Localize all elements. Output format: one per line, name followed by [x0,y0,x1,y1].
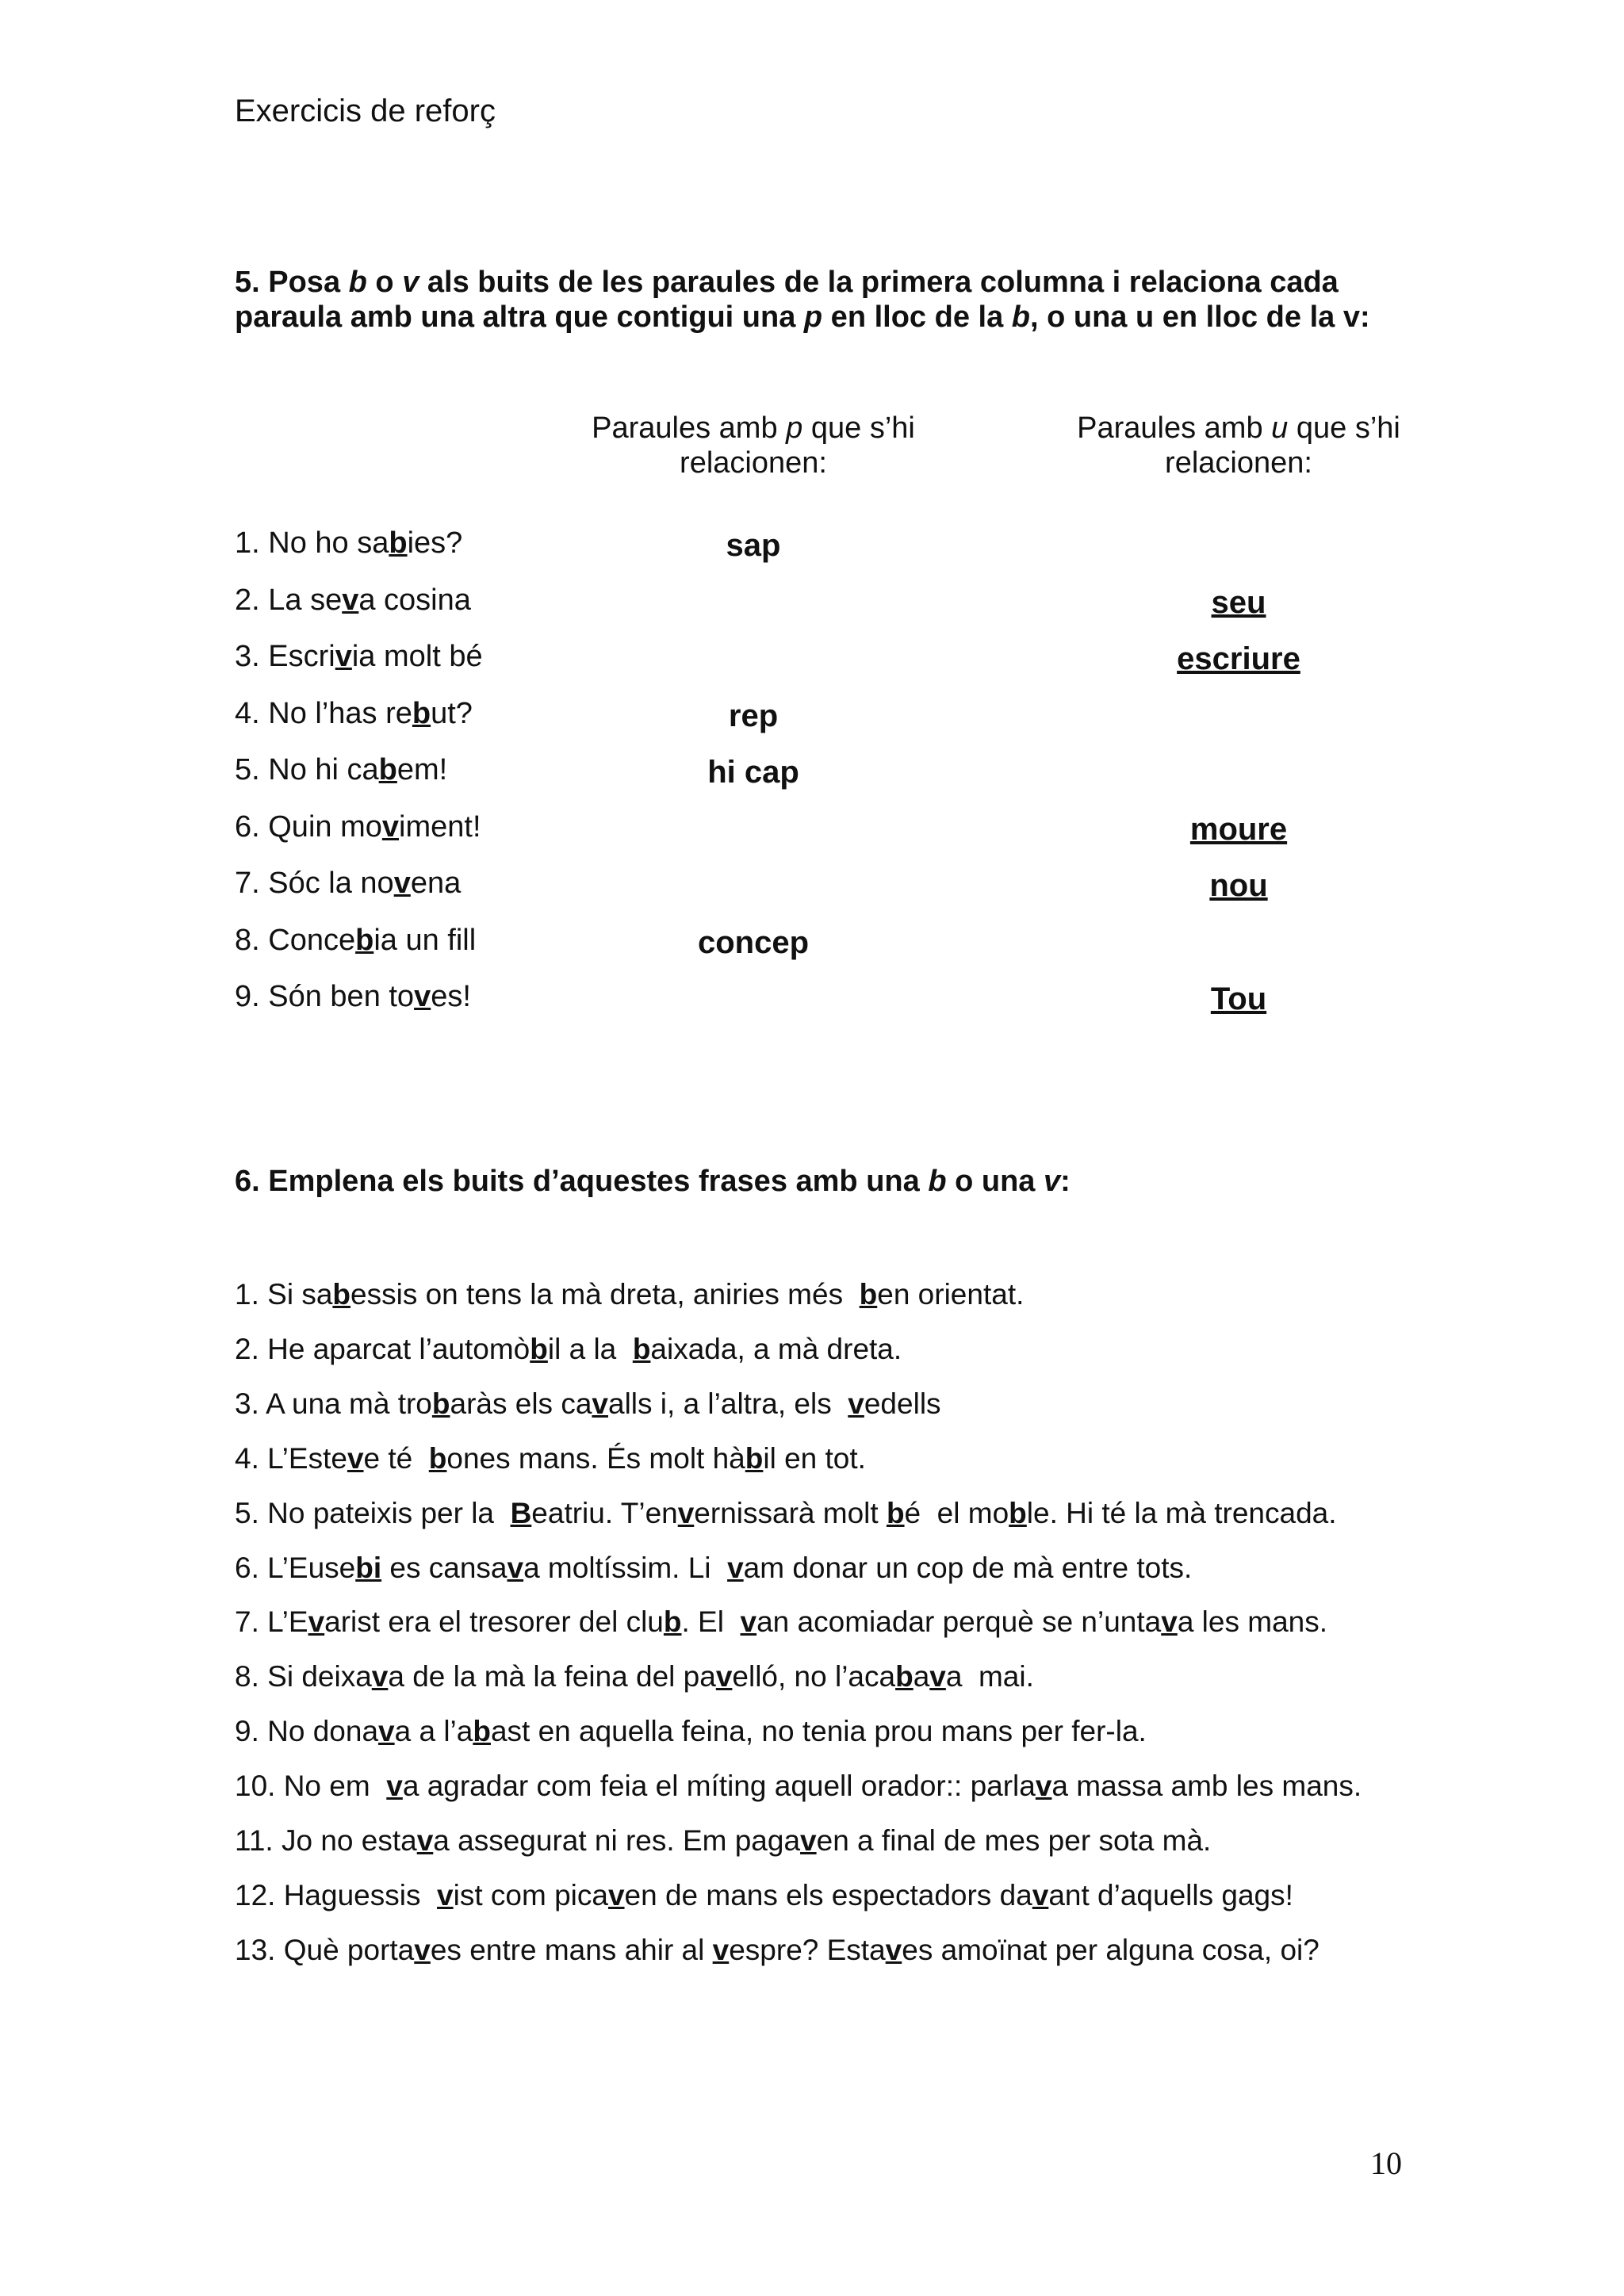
exercise-6-sentence [235,1660,1424,1693]
filled-blank: v [507,1551,524,1584]
text-segment: iment! [399,809,481,844]
text-segment: am donar un cop de mà entre tots. [743,1551,1193,1584]
title-segment: en lloc de la [822,300,1012,334]
exercise-5-word [235,753,447,787]
exercise-5-word [235,697,473,731]
text-segment: es cansa [381,1551,508,1584]
text-segment: il en tot. [763,1441,866,1475]
exercise-6-sentence [235,1442,1424,1475]
column-header-u [1017,411,1461,480]
filled-blank: v [1161,1605,1178,1639]
filled-blank: v [381,809,400,844]
text-segment: a mai. [945,1660,1034,1693]
text-segment: ast en aquella feina, no tenia prou mans per fer-la. [490,1715,1147,1748]
text-segment: é el mo [904,1496,1009,1529]
column-header-u-post: que s’hi [1288,411,1400,445]
title-segment: 5. Posa [235,266,349,299]
filled-blank: b [428,1441,447,1475]
exercise-5-row [235,924,1424,971]
text-segment: ena [410,867,462,900]
exercise-5-word [235,640,483,674]
text-segment: ist com pica [453,1878,608,1911]
filled-blank: v [378,1715,395,1748]
text-segment: . El [681,1605,741,1639]
text-segment: ant d’aquells gags! [1048,1878,1293,1911]
exercise-6-sentence [235,1497,1424,1530]
text-segment: ernissarà molt [694,1496,887,1529]
text-segment: 13. Què porta [235,1933,415,1966]
filled-blank: b [332,1278,351,1311]
filled-blank: b [745,1441,764,1475]
title-segment: o una [946,1165,1044,1198]
answer-u: escriure [1177,641,1300,676]
title-segment: p [803,300,823,334]
text-segment: essis on tens la mà dreta, aniries més [350,1278,860,1311]
title-segment: b [1011,300,1030,334]
filled-blank: v [416,1824,434,1857]
filled-blank: b [431,1387,450,1420]
exercise-6-sentence [235,1770,1424,1803]
filled-blank: b [412,696,431,730]
filled-blank: v [414,1933,431,1966]
filled-blank: v [1035,1770,1052,1803]
title-segment: 6. Emplena els buits d’aquestes frases amb una [235,1165,929,1198]
filled-blank: v [607,1878,625,1911]
exercise-5-word [235,924,476,958]
exercise-6-sentence [235,1934,1424,1967]
exercise-5-row [235,810,1424,858]
filled-blank: v [1032,1878,1049,1911]
title-segment: , o una u en lloc de la v: [1029,300,1370,334]
filled-blank: b [473,1715,491,1748]
text-segment: 5. No hi ca [235,753,379,786]
text-segment: 2. He aparcat l’automò [235,1332,530,1365]
page-header: Exercicis de reforç [235,94,496,128]
filled-blank: b [859,1278,878,1311]
text-segment: 3. A una mà tro [235,1387,432,1420]
exercise-6-title [235,1164,1424,1199]
title-segment: v [402,266,419,299]
column-header-p-pre: Paraules amb [592,411,787,445]
exercise-5-row [235,980,1424,1027]
text-segment: 11. Jo no esta [235,1824,417,1857]
text-segment: e té [363,1441,429,1475]
text-segment: em! [396,753,448,786]
filled-blank: v [347,1441,364,1475]
column-header-u-line2: relacionen: [1165,446,1312,480]
text-segment: 1. No ho sa [235,526,389,560]
text-segment: aixada, a mà dreta. [650,1332,902,1365]
filled-blank: v [929,1660,946,1693]
text-segment: ies? [407,526,463,560]
text-segment: es entre mans ahir al [430,1933,713,1966]
filled-blank: b [1009,1496,1027,1529]
filled-blank: B [510,1496,532,1529]
column-header-u-letter: u [1271,411,1289,445]
title-segment: b [928,1165,947,1198]
text-segment: 7. L’E [235,1605,308,1639]
text-segment: aràs els ca [450,1387,592,1420]
column-header-p-letter: p [786,411,803,445]
exercise-6-sentence [235,1605,1424,1639]
title-segment: als buits de les paraules de la primera columna i relaciona cada paraula amb una altra que contigui una [235,266,1339,334]
text-segment: 9. Són ben to [235,980,415,1013]
column-header-p-post: que s’hi [802,411,915,445]
filled-blank: v [712,1933,730,1966]
exercise-5-word [235,810,481,844]
filled-blank: v [371,1660,389,1693]
text-segment: en a final de mes per sota mà. [816,1824,1212,1857]
text-segment: 2. La se [235,583,343,617]
text-segment: alls i, a l’altra, els [608,1387,848,1420]
filled-blank: v [308,1605,325,1639]
filled-blank: v [592,1387,608,1420]
filled-blank: b [663,1605,682,1639]
exercise-6-sentence [235,1278,1424,1311]
filled-blank: v [414,980,431,1013]
filled-blank: b [530,1332,548,1365]
filled-blank: v [393,867,411,900]
text-segment: ia molt bé [351,640,483,673]
exercise-6-sentence [235,1824,1424,1858]
exercise-5-title [235,265,1424,335]
text-segment: 6. Quin mo [235,809,382,844]
column-header-u-pre: Paraules amb [1077,411,1272,445]
text-segment: le. Hi té la mà trencada. [1026,1496,1337,1529]
filled-blank: b [389,526,408,560]
text-segment: espre? Esta [729,1933,886,1966]
exercise-5-row [235,584,1424,631]
filled-blank: b [632,1332,651,1365]
exercise-5-row [235,697,1424,744]
text-segment: 9. No dona [235,1715,379,1748]
filled-blank: bi [355,1551,382,1584]
text-segment: 3. Escri [235,640,335,673]
text-segment: elló, no l’aca [732,1660,896,1693]
filled-blank: v [727,1551,744,1584]
exercise-5-word [235,867,461,901]
text-segment: a [913,1660,930,1693]
title-segment: : [1060,1165,1071,1198]
text-segment: es amoïnat per alguna cosa, oi? [902,1933,1320,1966]
text-segment: 6. L’Euse [235,1551,356,1584]
filled-blank: v [437,1878,454,1911]
exercise-6-sentence [235,1879,1424,1912]
filled-blank: v [740,1605,757,1639]
text-segment: ut? [431,696,473,730]
exercise-5-word [235,980,471,1014]
text-segment: es! [431,980,471,1013]
filled-blank: v [848,1387,864,1420]
filled-blank: v [335,640,352,673]
answer-p: hi cap [707,755,799,790]
text-segment: 12. Haguessis [235,1878,438,1911]
exercise-5-row [235,753,1424,801]
column-header-p-line2: relacionen: [680,446,827,480]
answer-u: moure [1189,811,1288,847]
filled-blank: v [386,1770,403,1803]
text-segment: ia un fill [373,923,477,957]
exercise-5-row [235,640,1424,687]
text-segment: en orientat. [877,1278,1025,1311]
page-number: 10 [1370,2145,1402,2181]
filled-blank: v [800,1824,817,1857]
exercise-6-sentence [235,1387,1424,1421]
answer-p: concep [697,924,810,960]
exercise-5-row [235,526,1424,574]
text-segment: 5. No pateixis per la [235,1496,511,1529]
text-segment: a assegurat ni res. Em paga [433,1824,801,1857]
text-segment: a agradar com feia el míting aquell orador:: parla [402,1770,1036,1803]
text-segment: 1. Si sa [235,1278,333,1311]
filled-blank: b [378,753,397,786]
filled-blank: v [677,1496,695,1529]
text-segment: a massa amb les mans. [1051,1770,1362,1803]
text-segment: a de la mà la feina del pa [388,1660,716,1693]
exercise-6-sentence [235,1552,1424,1585]
answer-u: seu [1211,584,1266,620]
title-segment: o [366,266,403,299]
exercise-5-word [235,584,471,618]
title-segment: v [1044,1165,1061,1198]
text-segment: 4. L’Este [235,1441,347,1475]
text-segment: arist era el tresorer del clu [324,1605,664,1639]
filled-blank: b [355,923,374,957]
text-segment: 4. No l’has re [235,696,412,730]
answer-p: rep [728,698,779,733]
title-segment: b [348,266,367,299]
answer-u: nou [1209,868,1268,903]
text-segment: 8. Si deixa [235,1660,372,1693]
answer-p: sap [726,528,781,563]
text-segment: ones mans. És molt hà [446,1441,745,1475]
answer-u: Tou [1210,982,1267,1016]
exercise-6-sentence [235,1715,1424,1748]
text-segment: a les mans. [1177,1605,1328,1639]
text-segment: an acomiadar perquè se n’unta [756,1605,1162,1639]
text-segment: en de mans els espectadors da [624,1878,1032,1911]
filled-blank: v [342,583,359,617]
exercise-5-word [235,526,462,561]
text-segment: eatriu. T’en [531,1496,678,1529]
text-segment: 10. No em [235,1770,387,1803]
exercise-5-row [235,867,1424,914]
column-header-p [531,411,975,480]
text-segment: a cosina [358,583,471,617]
filled-blank: b [895,1660,914,1693]
filled-blank: v [885,1933,902,1966]
text-segment: il a la [547,1332,633,1365]
text-segment: a a l’a [394,1715,473,1748]
filled-blank: v [715,1660,733,1693]
text-segment: edells [864,1387,941,1420]
filled-blank: b [886,1496,905,1529]
text-segment: 8. Conce [235,923,356,957]
text-segment: 7. Sóc la no [235,867,394,900]
text-segment: a moltíssim. Li [523,1551,728,1584]
exercise-6-sentence [235,1333,1424,1366]
